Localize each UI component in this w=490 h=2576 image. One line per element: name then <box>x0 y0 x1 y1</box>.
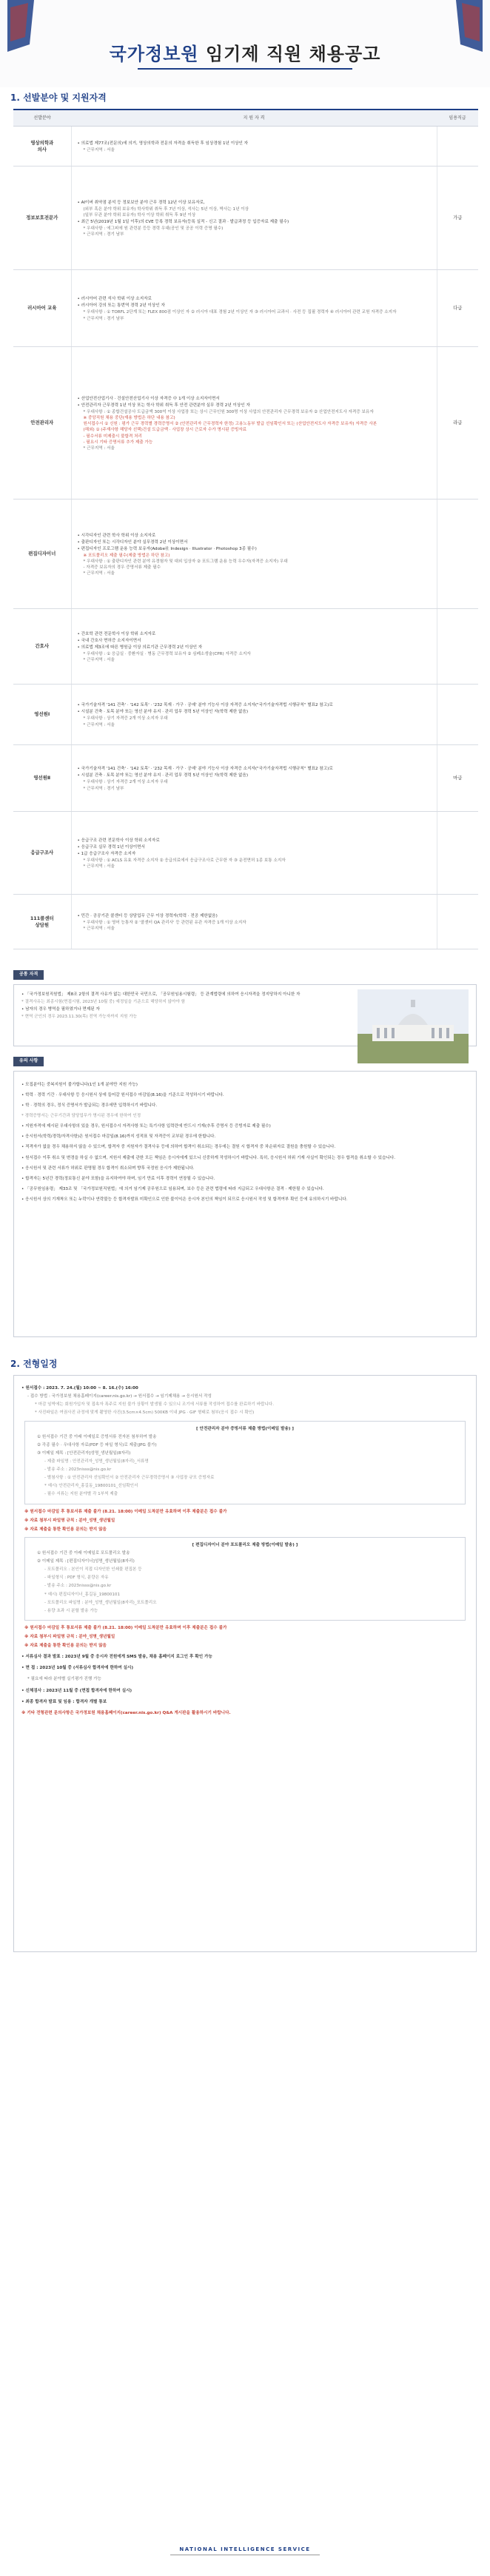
appointment-rank <box>437 127 478 167</box>
note-line: - 발송 주소 : 2023nisss@nis.go.kr <box>44 1467 112 1473</box>
note-line: (외부 혹은 분야 학위 보유자) 학사학위 취득 후 7년 이상, 석사는 5년 이상, 박사는 1년 이상 <box>83 206 249 212</box>
note-line: * 사진파일은 여권사진 규정에 맞게 촬영한 사진(3.5cm×4.5cm) 500KB 이내 JPG · GIF 형태로 첨부(응시 접수 시 확인) <box>35 1410 255 1416</box>
schedule-box <box>13 1375 477 1952</box>
bullet-line: • 1급 응급구조사 자격증 소지자 <box>77 851 136 856</box>
qualifications-cell <box>71 347 437 500</box>
page-title-rest: 임기제 직원 채용공고 <box>198 44 381 64</box>
note-line: - 접수 방법 : 국가정보원 채용홈페이지(career.nis.go.kr) → 원서접수 → 임기제채용 → 응시원서 작성 <box>27 1394 212 1399</box>
note-line: - 별첨사항 : ① 안전관리자 선임확인서 ② 안전관리자 근무경력증명서 ③ 사업장 규모 증빙자료 <box>44 1476 215 1481</box>
bullet-line: • 서류심사 결과 발표 : 2023년 9월 중 응시자 전원에게 SMS 발송, 채용 홈페이지 로그인 후 확인 가능 <box>21 1655 212 1660</box>
note-line: * 근무지역 : 경기 남부 <box>83 232 124 238</box>
note-line: * 근무지역 : 서울 <box>83 722 115 727</box>
table-row <box>13 685 478 745</box>
note-line: - 제출 파일명 : 안전관리자_성명_생년월일(8자리)_서류명 <box>44 1459 149 1464</box>
bullet-line: • 러시아어 관련 석사 학위 이상 소지자로 <box>77 297 152 302</box>
bullet-line: • 「국가정보원직원법」 제8조 2항의 결격 사유가 없는 대한민국 국민으로, 「공무원임용시험령」 등 관계법령에 의하여 응시자격을 정지당하지 아니한 자 <box>21 992 301 998</box>
table-row <box>13 609 478 685</box>
note-line: * 근무지역 : 서울 <box>83 445 115 451</box>
page-title-org: 국가정보원 <box>109 44 199 64</box>
bullet-line: • 신체검사 : 2023년 11월 중 (면접 합격자에 한하여 실시) <box>21 1688 132 1693</box>
qualifications-cell <box>71 127 437 167</box>
note-line: - 자격증 보유자의 경우 증명서류 제출 필수 <box>83 565 161 571</box>
caution-box <box>13 1071 477 1337</box>
caution-tag: 유의 사항 <box>13 1057 44 1066</box>
bullet-line: • 국가기술자격 '141 건축' · '142 토목' · '232 목재 · 가구 · 공예' 분야 기능사 이상 자격증 소지자("국가기술자격법 시행규칙" 별표2 참고)로 <box>77 767 333 772</box>
table-row <box>13 270 478 347</box>
note-line: 원서접수시 ① 신원 : 평가 근무 경력별 경력증명서 ② (안전관리자 근무경력자 한정) 고용노동부 발급 선임확인서 또는 (산업안전지도사 자격증 보유자) 자격증 사본 <box>83 422 377 427</box>
note-line: * 우대사항 : 에그피에 원 관련분 등등 경력 우대(공인 및 공공 이력 증명 필수) <box>83 226 224 231</box>
footer-text: NATIONAL INTELLIGENCE SERVICE <box>179 2546 311 2552</box>
field-name: 영선원Ⅱ <box>13 745 71 812</box>
bullet-line: • 원서접수 : 2023. 7. 24.(월) 10:00 ~ 8. 16.(수) 16:00 <box>21 1386 138 1391</box>
bullet-line: • 의료법 제77조(전문의)에 의거, 영상의학과 전문의 자격을 취득한 후 임상경험 1년 이상인 자 <box>77 141 249 146</box>
note-line: * 근무지역 : 경기 남부 <box>83 786 124 791</box>
note-line: - 필수서류 미제출시 불합격 처리 <box>83 434 142 439</box>
appointment-rank <box>437 609 478 685</box>
appointment-rank: 가급 <box>437 167 478 270</box>
building-dome-icon <box>358 989 469 1063</box>
field-name: 정보보호전문가 <box>13 167 71 270</box>
note-line: * 필요에 따라 분야별 실기평가 진행 가능 <box>27 1677 101 1682</box>
note-line: ② 각종 필수 · 우대사항 자료(PDF 등 파일 형식)로 제출(JPG 불가) <box>37 1442 157 1447</box>
common-qualification-tag: 공통 자격 <box>13 970 44 980</box>
note-line: ③ 이메일 제목 : [안전관리자]성명_생년월일(8자리) <box>37 1450 131 1456</box>
note-line: * 근무지역 : 서울 <box>83 926 115 931</box>
note-line: * 우대사항 : 상기 자격증 2개 이상 소지자 우대 <box>83 716 168 722</box>
bullet-line: • 시설분 건축 · 토목 분야 또는 영선 분야 유지 · 관리 업무 경력 5년 이상인 자(학력 제한 없음) <box>77 710 249 715</box>
note-line: ① 원서접수 기간 중 아래 이메일로 증빙서류 전자본 첨부하여 발송 <box>37 1434 157 1439</box>
field-name: 영선원Ⅰ <box>13 685 71 745</box>
note-line: ※ 자료 첨부시 파일명 규칙 : 분야_성명_생년월일 <box>24 1518 115 1523</box>
note-line: ※ 원서접수 마감일 후 통보서류 제출 불가 (8.21. 18:00) 이메일 도착분만 유효하며 이후 제출분은 접수 불가 <box>24 1509 227 1514</box>
bullet-line: • 응시원서 상의 기재착오 또는 누락이나 연락불능 등 합격자발표 미확인으로 인한 불이익은 응시자 본인의 책임이 되므로 응시원서 작성 및 합격여부 확인 등에 유의하시기 바랍니다. <box>21 1197 348 1202</box>
note-line: - 발송 주소 : 2023nisss@nis.go.kr <box>44 1584 112 1589</box>
appointment-rank: 다급 <box>437 270 478 347</box>
note-line: - 필수 서류는 지원 분야별 각 1부씩 제출 <box>44 1492 118 1497</box>
note-line: * 경력증명서는 근무기간과 담당업무가 명시된 경우에 한하여 인정 <box>21 1114 141 1119</box>
note-line: ※ 자료 제출을 통한 확인용 문의는 받지 않음 <box>24 1644 107 1649</box>
col-header-rank: 임용직급 <box>437 110 478 127</box>
note-line: * 근무지역 : 경기 남부 <box>83 316 124 321</box>
table-row <box>13 812 478 895</box>
note-line: * 우대사항 : ① 종합건설공사 도급금액 300억 이상 사업장 또는 상시 근무인원 300명 이상 사업의 안전관리자 근무경력 보유자 ② 산업안전지도사 자격증 보유자 <box>83 410 374 415</box>
qualifications-cell <box>71 812 437 895</box>
bullet-line: • 「공무원임용령」 제33조 및 「국가정보원직원법」에 의거 임기제 공무원으로 임용되며, 보수 등은 관련 법령에 따라 지급되고 우대사항은 결격 · 제한될 수 있습니다. <box>21 1186 324 1191</box>
appointment-rank: 마급 <box>437 745 478 812</box>
qualifications-cell <box>71 270 437 347</box>
table-header-row <box>13 110 478 127</box>
common-qualification-box <box>13 984 477 1046</box>
section-1-title: 1. 선발분야 및 지원자격 <box>10 93 107 103</box>
designer-portfolio-submission <box>24 1537 466 1621</box>
table-row <box>13 167 478 270</box>
bullet-line: • 모집분야는 중복지원이 불가합니다(1인 1개 분야만 지원 가능) <box>21 1082 138 1087</box>
designer-portfolio-submission-heading: [ 편집디자이너 분야 포트폴리오 제출 방법(이메일 발송) ] <box>192 1542 298 1547</box>
note-line: - 포트폴리오 파일명 : 분야_성명_생년월일(8자리)_포트폴리오 <box>44 1600 157 1605</box>
bullet-line: • 시설분 건축 · 토목 분야 또는 영선 분야 유지 · 관리 업무 경력 5년 이상인 자(학력 제한 없음) <box>77 773 249 778</box>
appointment-rank <box>437 812 478 895</box>
note-line: (일부 무관 분야 학위 보유자) 학사 이상 학위 취득 후 9년 이상 <box>83 212 196 218</box>
section-2-title: 2. 전형일정 <box>10 1358 58 1369</box>
field-name: 응급구조사 <box>13 812 71 895</box>
safety-manager-submission <box>24 1421 466 1504</box>
bullet-line: • 응시원서(학력/경력/자격사항)은 원서접수 마감일(8.16)까지 성적표 및 자격증이 교부된 경우에 한합니다. <box>21 1134 216 1140</box>
note-line: ※ 자료 제출을 통한 확인용 문의는 받지 않음 <box>24 1527 107 1532</box>
bullet-line: • 간호학 관련 전문학사 이상 학위 소지자로 <box>77 631 156 636</box>
note-line: * 우대사항 : ① TORFL 2단계 또는 FLEX 800점 이상인 자 ② 러시아 대표 경험 2년 이상인 자 ③ 러시아어 교과서 · 사전 등 집필 경력자 ④ 러시아어 관련 교원 자격증 소지자 <box>83 310 397 315</box>
note-line: ※ 중앙직원 채용 중단(재용 방법은 하단 내용 참고) <box>83 416 175 421</box>
appointment-rank: 라급 <box>437 347 478 500</box>
bullet-line: • 응급구조 실무 경력 1년 이상이면서 <box>77 844 145 850</box>
qualifications-cell <box>71 609 437 685</box>
note-line: - 필요시 기타 증명서류 추가 제출 가능 <box>83 440 153 445</box>
table-row <box>13 895 478 949</box>
recruitment-table <box>13 109 478 949</box>
bullet-line: • AI이버 취약점 분석 등 정보보안 분야 근무 경력 12년 이상 보유자로, <box>77 200 205 205</box>
note-line: * 우대사항 : ① 출판디자인 관련 분야 유경험자 및 대외 입상자 ② 포트그램 운용 능력 우수자(자격증 소지자) 우대 <box>83 559 288 564</box>
field-name: 편집디자이너 <box>13 500 71 609</box>
note-line: * 우대사항 : ① 영어 능통자 ② '콜센터 QA 관리사' 등 관련된 유관 자격증 1개 이상 소지자 <box>83 920 246 925</box>
field-name: 안전관리자 <box>13 347 71 500</box>
note-line: ※ 기타 전형관련 문의사항은 국가정보원 채용홈페이지(career.nis.go.kr) Q&A 게시판을 활용하시기 바랍니다. <box>21 1710 231 1715</box>
note-line: * 우대사항 : ① 응급실 · 중환자실 · 병동 근무경력 보유자 ② 심폐소생술(CPR) 자격증 소지자 <box>83 651 251 656</box>
field-name: 러시아어 교육 <box>13 270 71 347</box>
bullet-line: • 학 · 경력의 경우, 정식 증명서가 발급되는 경우에만 입력하시기 바랍니다. <box>21 1103 158 1108</box>
bullet-line: • 국내 간호사 면허증 소지자이면서 <box>77 638 141 643</box>
bullet-line: • 응급구조 관련 전문학사 이상 학위 소지자로 <box>77 838 160 843</box>
note-line: ※ 포트폴리오 제출 필수(제출 방법은 하단 참고) <box>83 553 170 558</box>
note-line: ① 원서접수 기간 중 아래 이메일로 포트폴리오 발송 <box>37 1551 130 1556</box>
bullet-line: • 지원자격에 제시된 우대사항의 있을 경우, 원서접수시 자격사항 또는 특기사항 입력란에 반드시 기재(추후 증명서 등 증빙자료 제출 필수) <box>21 1124 271 1129</box>
appointment-rank <box>437 685 478 745</box>
qualifications-cell <box>71 685 437 745</box>
page-title <box>0 41 490 67</box>
table-row <box>13 347 478 500</box>
note-line: * 예시) 편집디자이너_홍길동_19800101 <box>44 1592 121 1597</box>
bullet-line: • 학력 · 경력 기간 · 우대사항 등 응시원서 상에 들어갈 원서접수 마감일(8.16)을 기준으로 작성하시기 바랍니다. <box>21 1092 224 1097</box>
appointment-rank <box>437 500 478 609</box>
bullet-line: • 편집디자인 프로그램 운용 능력 보유자(Adobe社 Indesign · Illustrator · Photoshop 3종 필수) <box>77 546 257 551</box>
title-underline <box>138 68 352 70</box>
bullet-line: • 의료법 제3조에 따른 병원급 이상 의료기관 근무경력 2년 이상인 자 <box>77 645 203 650</box>
qualifications-cell <box>71 167 437 270</box>
note-line: (해외) ① (주재사항 해당자 선택)건설 도급금액 · 사업장 상시 근로자 수가 명시된 증빙자료 <box>83 428 247 433</box>
table-row <box>13 745 478 812</box>
note-line: * 현역 군인의 경우 2023.11.30(목) 전역 가능자까지 지원 가능 <box>21 1015 138 1020</box>
note-line: * 예시) 안전관리자_홍길동_19800101_선임확인서 <box>44 1484 138 1489</box>
qualifications-cell <box>71 500 437 609</box>
notice-header <box>0 0 490 87</box>
field-name: 111콜센터 상담원 <box>13 895 71 949</box>
col-header-field: 선발분야 <box>13 110 71 127</box>
field-name: 간호사 <box>13 609 71 685</box>
note-line: * 우대사항 : ① ACLS 유효 자격증 소지자 ② 응급의료에서 응급구조사로 근무한 자 ③ 운전면허 1종 보통 소지자 <box>83 858 286 863</box>
qualifications-cell <box>71 895 437 949</box>
table-row <box>13 500 478 609</box>
qualifications-cell <box>71 745 437 812</box>
bullet-line: • 시각디자인 관련 학사 학위 이상 소지자로 <box>77 533 156 538</box>
bullet-line: • 산업안전산업기사 · 건설안전산업기사 이상 자격증 中 1개 이상 소지자이면서 <box>77 396 220 401</box>
note-line: * 근무지역 : 서울 <box>83 571 115 576</box>
bullet-line: • 남자의 경우 병역을 필하였거나 면제된 자 <box>21 1007 100 1012</box>
note-line: * 마감 임박에는 회원가입자 및 접속자 폭주로 지원 불가 상황이 발생될 수 있으니 조기에 서류를 작성하여 접수를 완료하기 바랍니다. <box>35 1402 274 1408</box>
note-line: ② 이메일 제목 : [편집디자이너]성명_생년월일(8자리) <box>37 1559 135 1564</box>
bullet-line: • 면 접 : 2023년 10월 중 (서류심사 합격자에 한하여 실시) <box>21 1666 134 1671</box>
note-line: ※ 자료 첨부시 파일명 규칙 : 분야_성명_생년월일 <box>24 1635 115 1639</box>
note-line: ※ 원서접수 마감일 후 통보서류 제출 불가 (8.21. 18:00) 이메일 도착분만 유효하며 이후 제출분은 접수 불가 <box>24 1625 227 1630</box>
note-line: * 우대사항 : 상기 자격증 2개 이상 소지자 우대 <box>83 780 168 785</box>
bullet-line: • 응시원서 및 관련 서류가 허위로 판명될 경우 합격이 취소되며 향후 국정원 응시가 제한됩니다. <box>21 1166 195 1171</box>
bullet-line: • 최근 5년(2019년 1월 1일 이후)의 CVE 등록 경력 보유자(등록 실적 - 신고 결과 · 발급과정 등 입증자료 제출 필수) <box>77 219 289 224</box>
note-line: * 근무지역 : 서울 <box>83 864 115 870</box>
note-line: - 포트폴리오 : 본인이 직접 디자인한 인쇄물 편집본 등 <box>44 1567 142 1573</box>
note-line: - 파일형식 : PDF 형식, 분량은 자유 <box>44 1575 109 1581</box>
bullet-line: • 민간 · 공공기관 콜센터 등 상담업무 근무 이상 경력자(학력 · 전공 제한없음) <box>77 913 218 918</box>
bullet-line: • 합격자는 5년간 경력(정보통신 분야 포함)을 유지하여야 하며, 임기 만료 이후 경력이 연장될 수 있습니다. <box>21 1176 215 1181</box>
note-line: - 용량 초과 시 분할 발송 가능 <box>44 1608 98 1613</box>
note-line: * 결격사유는 최종시험(면접시험, 2023년 10월 중) 예정일을 기준으로 해당하지 않아야 함 <box>21 1000 185 1005</box>
col-header-quals: 지 원 자 격 <box>71 110 437 127</box>
note-line: * 근무지역 : 서울 <box>83 658 115 663</box>
note-line: * 근무지역 : 서울 <box>83 147 115 152</box>
bullet-line: • 적격자가 없을 경우 채용하지 않을 수 있으며, 합격자 중 지원자가 결격사유 등에 의하여 합격이 취소되는 경우에는 결원 시 합격자 중 차순위자로 결원을 충원할 수 있습니다. <box>21 1145 336 1150</box>
safety-manager-submission-heading: [ 안전관리자 분야 증빙서류 제출 방법(이메일 발송) ] <box>196 1426 294 1431</box>
appointment-rank <box>437 895 478 949</box>
bullet-line: • 러시아어 강의 또는 통번역 경력 2년 이상인 자 <box>77 303 165 309</box>
bullet-line: • 국가기술자격 '141 건축' · '142 토목' · '232 목재 · 가구 · 공예' 분야 기능사 이상 자격증 소지자("국가기술자격법 시행규칙" 별표2 참고)로 <box>77 703 333 708</box>
bullet-line: • 원서접수 이후 취소 및 변경을 하실 수 없으며, 지원서 제출에 관한 모든 책임은 응시자에게 있으니 신중하게 작성하시기 바랍니다. 특히, 응시원서 허위 기재 사실이 확인되는 경우 합격을 취소할 수 있습니다. <box>21 1155 396 1160</box>
table-row <box>13 127 478 167</box>
bullet-line: • 최종 합격자 발표 및 임용 : 합격자 개별 통보 <box>21 1699 107 1704</box>
bullet-line: • 안전관리자 근무경력 1년 이상 또는 학사 학위 취득 후 안전 관련분야 실무 경력 2년 이상인 자 <box>77 403 250 408</box>
bullet-line: • 출판디자인 또는 시각디자인 분야 실무경력 2년 이상이면서 <box>77 539 188 545</box>
field-name: 영상의학과 의사 <box>13 127 71 167</box>
